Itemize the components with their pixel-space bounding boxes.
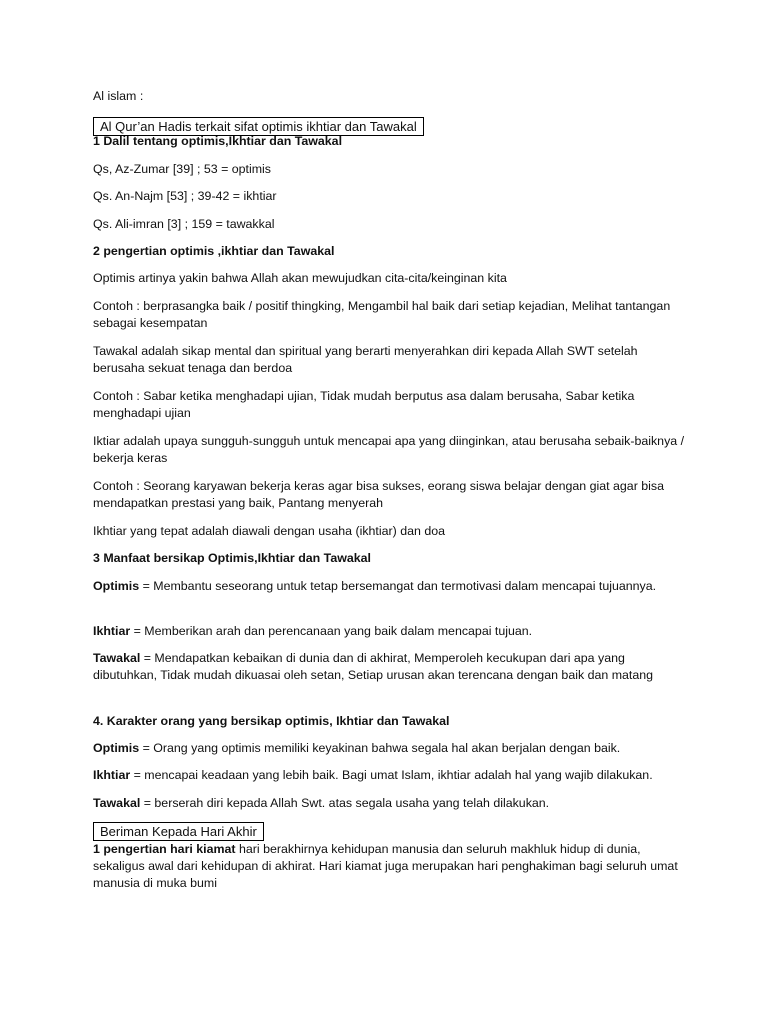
dalil-title: 1 Dalil tentang optimis,Ikhtiar dan Tawakal [93, 134, 343, 148]
manfaat-item [93, 650, 688, 684]
hari-kiamat-paragraph [93, 841, 688, 892]
term: Optimis [93, 579, 140, 593]
karakter-title: 4. Karakter orang yang bersikap optimis, Ikhtiar dan Tawakal [93, 714, 450, 728]
section-box-title-2: Beriman Kepada Hari Akhir [93, 822, 264, 841]
definition: hari berakhirnya kehidupan manusia dan seluruh makhluk hidup di dunia, sekaligus awal dari kehidupan di akhirat. Hari kiamat juga merupakan hari penghakiman bagi seluruh umat manusia di muka bumi [93, 842, 678, 890]
karakter-item [93, 795, 688, 812]
dalil-item: Qs. Ali-imran [3] ; 159 = tawakkal [93, 217, 275, 231]
definition: = Membantu seseorang untuk tetap bersemangat dan termotivasi dalam mencapai tujuannya. [139, 579, 657, 593]
manfaat-item [93, 578, 688, 595]
term: 1 pengertian hari kiamat [93, 842, 236, 856]
term: Optimis [93, 741, 140, 755]
term: Tawakal [93, 796, 141, 810]
definition: = berserah diri kepada Allah Swt. atas segala usaha yang telah dilakukan. [140, 796, 550, 810]
paragraph: Ikhtiar yang tepat adalah diawali dengan usaha (ikhtiar) dan doa [93, 524, 445, 538]
manfaat-title: 3 Manfaat bersikap Optimis,Ikhtiar dan Tawakal [93, 551, 371, 565]
document-heading: Al islam : [93, 89, 144, 103]
pengertian-title: 2 pengertian optimis ,ikhtiar dan Tawakal [93, 244, 335, 258]
paragraph: Tawakal adalah sikap mental dan spiritual yang berarti menyerahkan diri kepada Allah SWT setelah berusaha sekuat tenaga dan berdoa [93, 344, 638, 375]
definition: = Mendapatkan kebaikan di dunia dan di akhirat, Memperoleh kecukupan dari apa yang dibutuhkan, Tidak mudah dikuasai oleh setan, Setiap urusan akan terencana dengan baik dan matang [93, 651, 654, 682]
definition: = mencapai keadaan yang lebih baik. Bagi umat Islam, ikhtiar adalah hal yang wajib dilakukan. [130, 768, 653, 782]
paragraph: Contoh : Sabar ketika menghadapi ujian, Tidak mudah berputus asa dalam berusaha, Sabar ketika menghadapi ujian [93, 389, 635, 420]
paragraph: Iktiar adalah upaya sungguh-sungguh untuk mencapai apa yang diinginkan, atau berusaha sebaik-baiknya / bekerja keras [93, 434, 685, 465]
term: Tawakal [93, 651, 141, 665]
term: Ikhtiar [93, 768, 131, 782]
paragraph: Contoh : Seorang karyawan bekerja keras agar bisa sukses, eorang siswa belajar dengan giat agar bisa mendapatkan prestasi yang baik, Pantang menyerah [93, 479, 664, 510]
paragraph: Optimis artinya yakin bahwa Allah akan mewujudkan cita-cita/keinginan kita [93, 271, 507, 285]
definition: = Memberikan arah dan perencanaan yang baik dalam mencapai tujuan. [130, 624, 533, 638]
manfaat-item [93, 623, 688, 640]
paragraph: Contoh : berprasangka baik / positif thingking, Mengambil hal baik dari setiap kejadian, Melihat tantangan sebagai kesempatan [93, 299, 671, 330]
dalil-item: Qs, Az-Zumar [39] ; 53 = optimis [93, 162, 272, 176]
section-box-title: Al Qur’an Hadis terkait sifat optimis ikhtiar dan Tawakal [93, 117, 424, 136]
term: Ikhtiar [93, 624, 131, 638]
karakter-item [93, 740, 688, 757]
definition: = Orang yang optimis memiliki keyakinan bahwa segala hal akan berjalan dengan baik. [139, 741, 621, 755]
karakter-item [93, 767, 688, 784]
dalil-item: Qs. An-Najm [53] ; 39-42 = ikhtiar [93, 189, 277, 203]
